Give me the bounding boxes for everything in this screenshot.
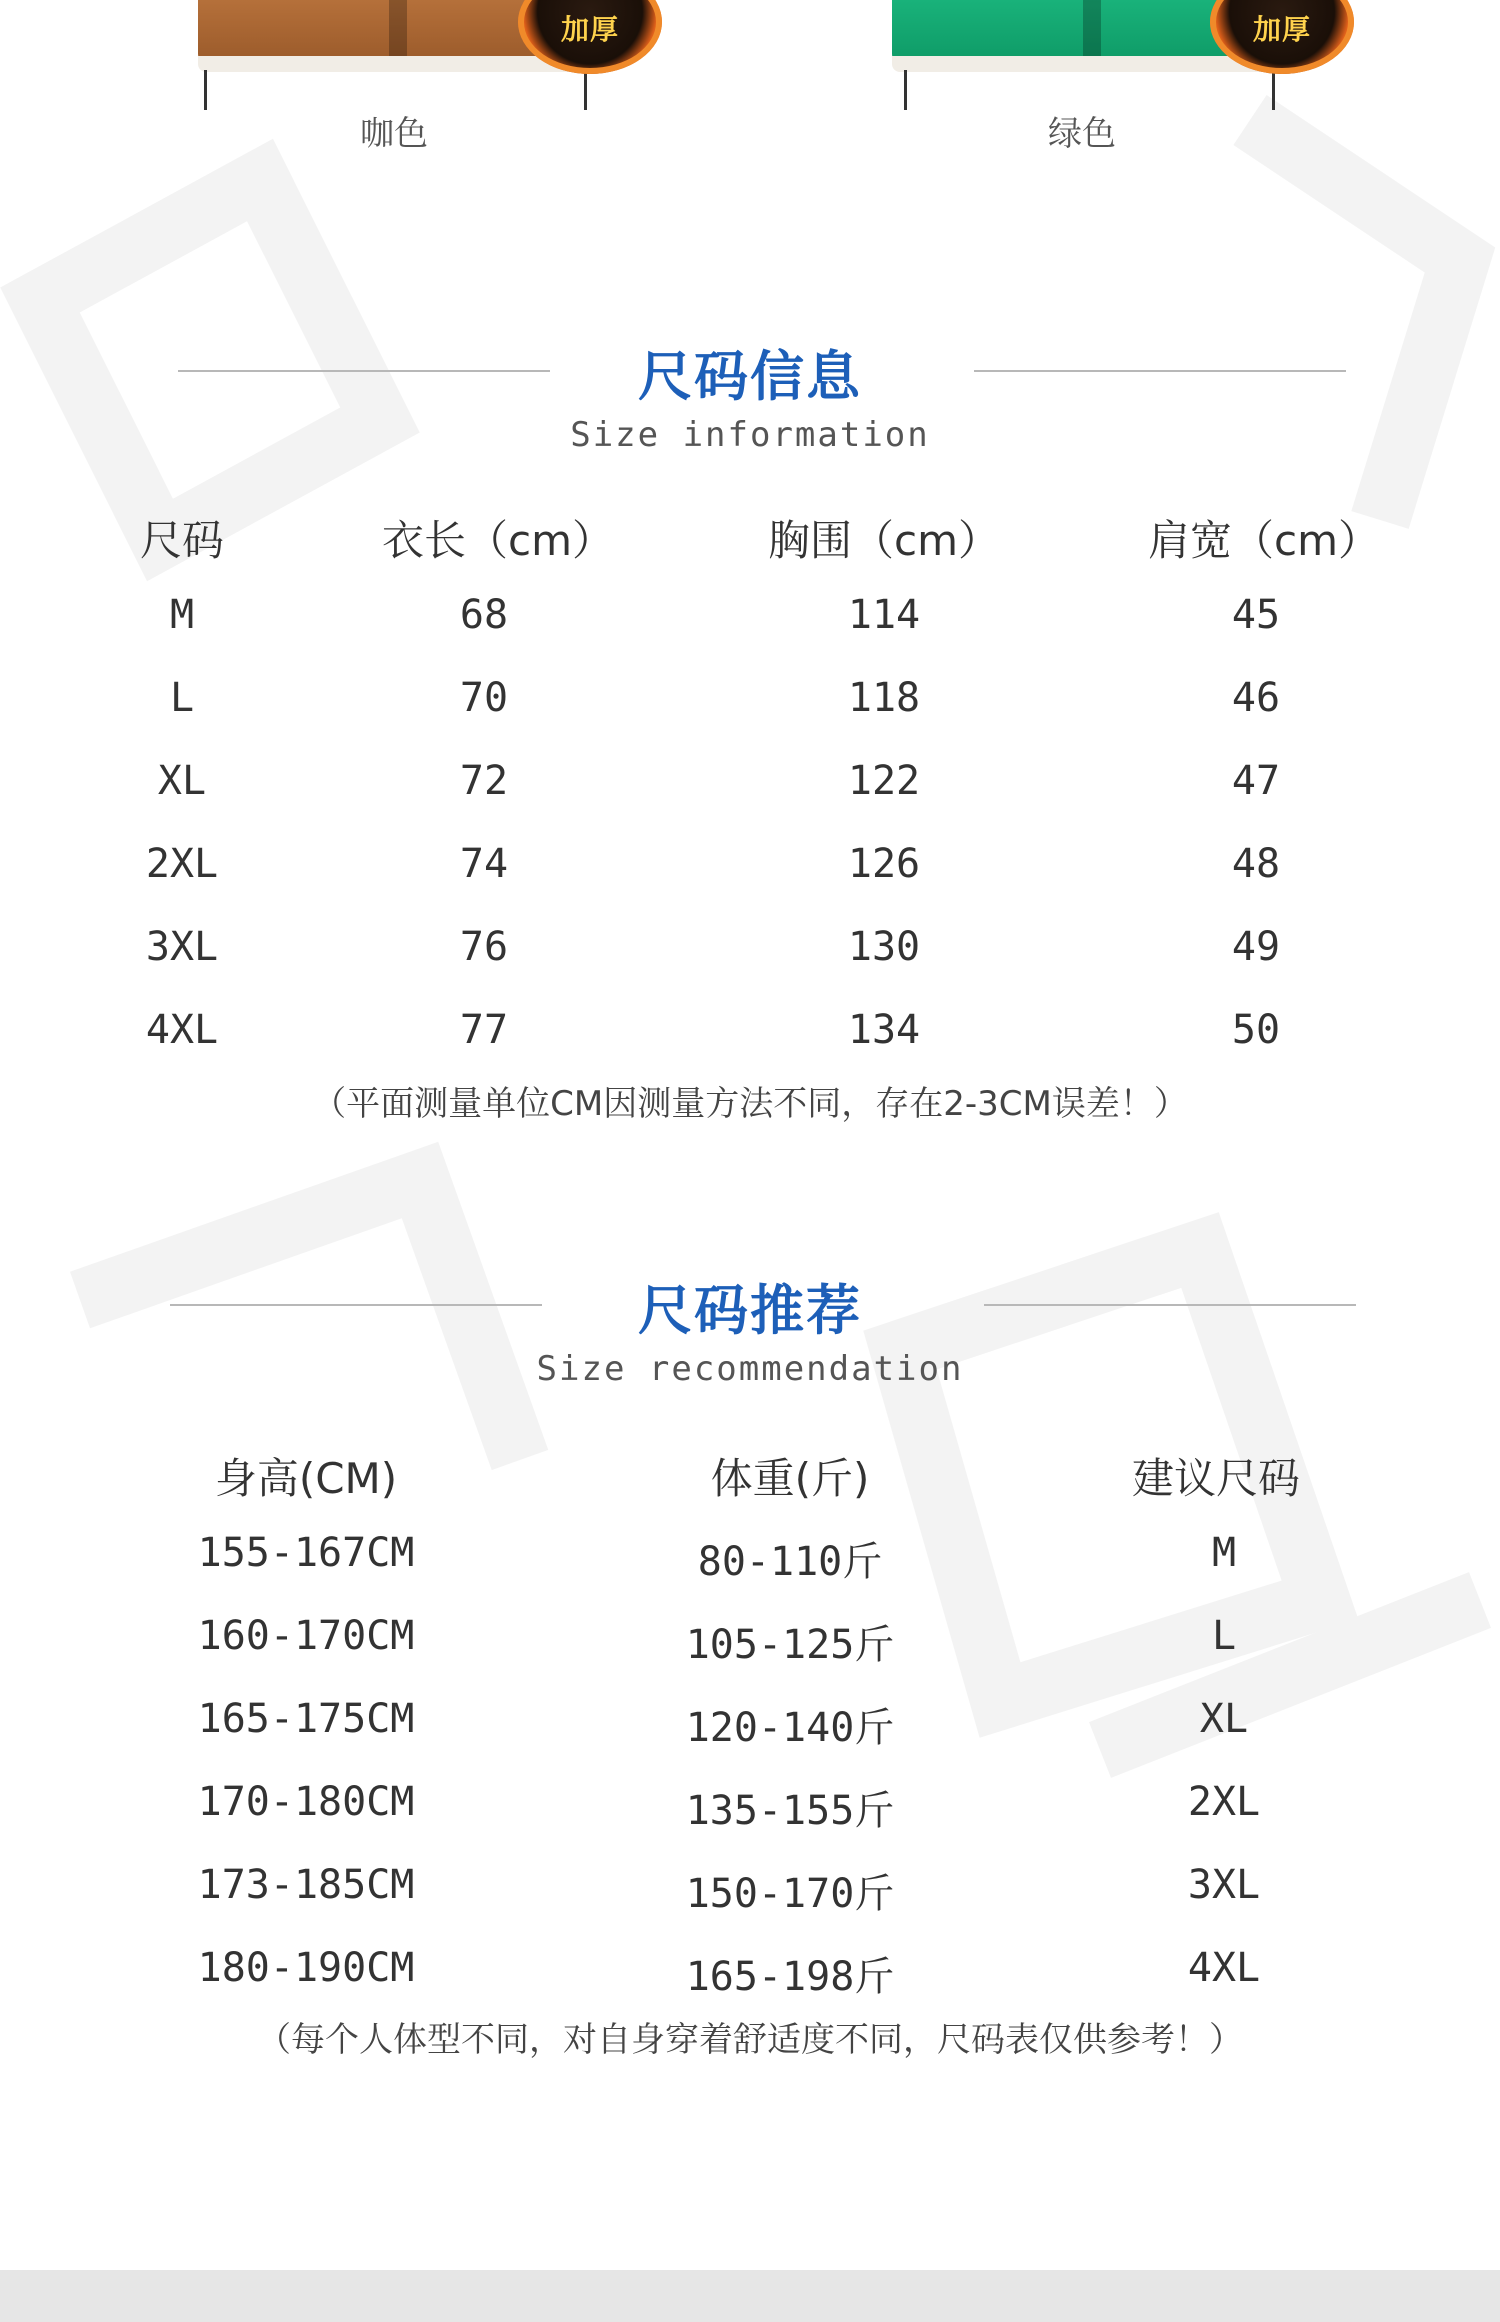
size-info-title: 尺码信息 bbox=[638, 345, 862, 408]
size-rec-cell: 3XL bbox=[1187, 1862, 1261, 1908]
size-info-cell: L bbox=[169, 675, 195, 721]
size-info-cell: 2XL bbox=[145, 841, 219, 887]
size-info-cell: 76 bbox=[459, 924, 509, 970]
size-rec-cell: 170-180CM bbox=[197, 1779, 415, 1825]
size-rec-title: 尺码推荐 bbox=[638, 1279, 862, 1342]
size-rec-cell: 173-185CM bbox=[197, 1862, 415, 1908]
size-info-cell: M bbox=[169, 592, 195, 638]
size-info-cell: 48 bbox=[1231, 841, 1281, 887]
size-info-heading bbox=[0, 334, 1500, 455]
size-rec-cell: 135-155斤 bbox=[685, 1788, 895, 1834]
size-rec-subtitle: Size recommendation bbox=[536, 1349, 964, 1389]
size-rec-heading bbox=[0, 1268, 1500, 1389]
size-info-cell: 122 bbox=[847, 758, 921, 804]
size-rec-header: 体重(斤) bbox=[710, 1454, 870, 1503]
size-info-cell: 70 bbox=[459, 675, 509, 721]
size-info-cell: 118 bbox=[847, 675, 921, 721]
footer-bar bbox=[0, 2270, 1500, 2322]
size-info-cell: 114 bbox=[847, 592, 921, 638]
size-rec-cell: 150-170斤 bbox=[685, 1871, 895, 1917]
size-rec-header: 身高(CM) bbox=[214, 1454, 398, 1503]
size-rec-cell: 4XL bbox=[1187, 1945, 1261, 1991]
color-label-green: 绿色 bbox=[1048, 114, 1116, 154]
size-rec-header: 建议尺码 bbox=[1131, 1454, 1301, 1503]
size-rec-cell: L bbox=[1211, 1613, 1237, 1659]
size-rec-cell: 160-170CM bbox=[197, 1613, 415, 1659]
size-info-cell: XL bbox=[157, 758, 207, 804]
product-brown[interactable] bbox=[0, 0, 750, 154]
size-rec-cell: 180-190CM bbox=[197, 1945, 415, 1991]
thick-badge-icon: 加厚 bbox=[1210, 0, 1354, 74]
size-rec-cell: 80-110斤 bbox=[697, 1539, 883, 1585]
color-label-brown: 咖色 bbox=[360, 114, 428, 154]
size-info-cell: 45 bbox=[1231, 592, 1281, 638]
size-info-cell: 47 bbox=[1231, 758, 1281, 804]
size-rec-cell: 120-140斤 bbox=[685, 1705, 895, 1751]
size-info-cell: 77 bbox=[459, 1007, 509, 1053]
size-rec-note: （每个人体型不同，对自身穿着舒适度不同，尺码表仅供参考！） bbox=[257, 2020, 1243, 2060]
size-rec-cell: 2XL bbox=[1187, 1779, 1261, 1825]
size-rec-cell: 165-198斤 bbox=[685, 1954, 895, 2000]
size-info-cell: 49 bbox=[1231, 924, 1281, 970]
size-info-cell: 72 bbox=[459, 758, 509, 804]
size-info-cell: 74 bbox=[459, 841, 509, 887]
size-info-subtitle: Size information bbox=[570, 415, 930, 455]
size-info-cell: 130 bbox=[847, 924, 921, 970]
size-info-cell: 3XL bbox=[145, 924, 219, 970]
size-info-header: 胸围（cm） bbox=[767, 516, 1001, 565]
size-rec-cell: XL bbox=[1199, 1696, 1249, 1742]
size-info-cell: 126 bbox=[847, 841, 921, 887]
size-info-note: （平面测量单位CM因测量方法不同，存在2-3CM误差！） bbox=[312, 1084, 1188, 1124]
thick-badge-icon: 加厚 bbox=[518, 0, 662, 74]
size-info-cell: 4XL bbox=[145, 1007, 219, 1053]
size-info-header: 肩宽（cm） bbox=[1147, 516, 1381, 565]
size-info-cell: 68 bbox=[459, 592, 509, 638]
product-green[interactable] bbox=[750, 0, 1500, 154]
size-info-header: 衣长（cm） bbox=[381, 516, 615, 565]
size-info-header: 尺码 bbox=[139, 516, 225, 565]
size-rec-cell: 165-175CM bbox=[197, 1696, 415, 1742]
size-rec-cell: 105-125斤 bbox=[685, 1622, 895, 1668]
size-rec-cell: M bbox=[1211, 1530, 1237, 1576]
size-info-cell: 134 bbox=[847, 1007, 921, 1053]
size-info-cell: 50 bbox=[1231, 1007, 1281, 1053]
size-rec-cell: 155-167CM bbox=[197, 1530, 415, 1576]
size-info-cell: 46 bbox=[1231, 675, 1281, 721]
